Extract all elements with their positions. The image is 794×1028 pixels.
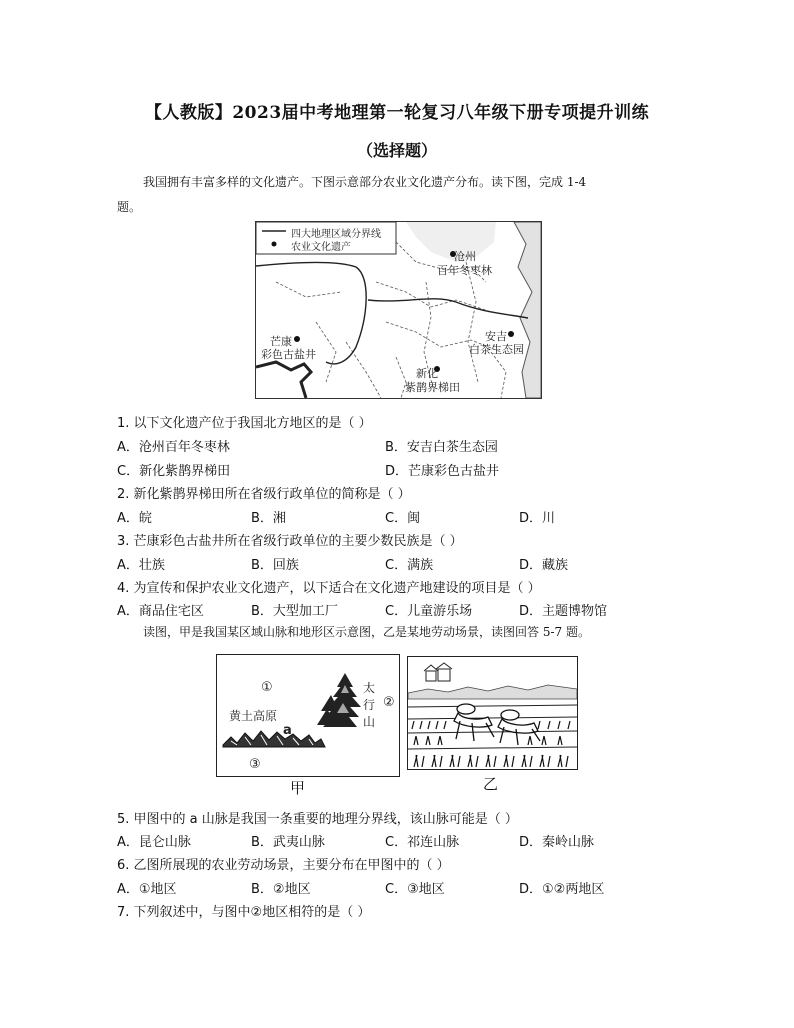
intro-line-2: 题。 <box>117 200 142 214</box>
q3-option-c[interactable]: C．满族 <box>385 558 434 573</box>
q3-option-d[interactable]: D．藏族 <box>519 558 569 573</box>
site-label-mangkang-2: 彩色古盐井 <box>261 348 316 361</box>
q6-option-a[interactable]: A．①地区 <box>117 882 177 897</box>
q4-option-b[interactable]: B．大型加工厂 <box>251 604 338 619</box>
question-5-stem: 5. 甲图中的 a 山脉是我国一条重要的地理分界线，该山脉可能是（ ） <box>117 812 518 827</box>
q4-option-d[interactable]: D．主题博物馆 <box>519 604 608 619</box>
figure-yi-caption: 乙 <box>483 775 499 793</box>
taihang-label-2: 行 <box>363 698 376 712</box>
q4-option-c[interactable]: C．儿童游乐场 <box>385 604 473 619</box>
figure-yi-graphic <box>408 657 577 769</box>
site-dot-mangkang <box>294 336 300 342</box>
q4-option-a[interactable]: A．商品住宅区 <box>117 604 204 619</box>
taihang-label-3: 山 <box>363 715 376 729</box>
intro-paragraph-2: 读图，甲是我国某区域山脉和地形区示意图，乙是某地劳动场景，读图回答 5-7 题。 <box>143 625 590 639</box>
region-2-mark: ② <box>383 695 395 710</box>
q5-option-d[interactable]: D．秦岭山脉 <box>519 835 595 850</box>
question-7-stem: 7. 下列叙述中，与图中②地区相符的是（ ） <box>117 905 371 920</box>
figure-yi <box>407 656 578 770</box>
site-label-anji-2: 白茶生态园 <box>469 343 524 356</box>
q3-option-b[interactable]: B．回族 <box>251 558 299 573</box>
q5-option-a[interactable]: A．昆仑山脉 <box>117 835 191 850</box>
q5-option-c[interactable]: C．祁连山脉 <box>385 835 460 850</box>
q2-option-a[interactable]: A．皖 <box>117 511 152 526</box>
question-4-stem: 4. 为宣传和保护农业文化遗产，以下适合在文化遗产地建设的项目是（ ） <box>117 581 541 596</box>
site-label-xinhua-2: 紫鹊界梯田 <box>405 381 460 394</box>
q1-option-c[interactable]: C．新化紫鹊界梯田 <box>117 464 231 479</box>
q2-option-b[interactable]: B．湘 <box>251 511 286 526</box>
q6-option-c[interactable]: C．③地区 <box>385 882 445 897</box>
q2-option-d[interactable]: D．川 <box>519 511 556 526</box>
q1-option-a[interactable]: A．沧州百年冬枣林 <box>117 440 230 455</box>
site-label-anji-1: 安吉 <box>485 330 507 343</box>
q6-option-d[interactable]: D．①②两地区 <box>519 882 605 897</box>
region-1-mark: ① <box>261 680 273 695</box>
site-label-cangzhou-2: 百年冬枣林 <box>437 264 492 277</box>
question-2-stem: 2. 新化紫鹊界梯田所在省级行政单位的简称是（ ） <box>117 487 411 502</box>
legend-dot-label: 农业文化遗产 <box>291 242 351 253</box>
site-label-cangzhou-1: 沧州 <box>454 250 476 263</box>
loess-plateau-label: 黄土高原 <box>229 709 278 723</box>
region-3-mark: ③ <box>249 757 261 772</box>
intro-line-1: 我国拥有丰富多样的文化遗产。下图示意部分农业文化遗产分布。读下图，完成 1-4 <box>143 175 587 189</box>
legend-line-label: 四大地理区域分界线 <box>291 229 381 240</box>
page-title: 【人教版】2023届中考地理第一轮复习八年级下册专项提升训练 <box>144 103 650 123</box>
site-label-xinhua-1: 新化 <box>416 367 438 380</box>
question-3-stem: 3. 芒康彩色古盐井所在省级行政单位的主要少数民族是（ ） <box>117 534 463 549</box>
question-6-stem: 6. 乙图所展现的农业劳动场景，主要分布在甲图中的（ ） <box>117 858 450 873</box>
q1-option-d[interactable]: D．芒康彩色古盐井 <box>385 464 500 479</box>
site-dot-anji <box>508 331 514 337</box>
heritage-map <box>255 221 542 399</box>
q1-option-b[interactable]: B．安吉白茶生态园 <box>385 440 498 455</box>
figure-jia <box>216 654 400 777</box>
q2-option-c[interactable]: C．闽 <box>385 511 421 526</box>
question-1-stem: 1. 以下文化遗产位于我国北方地区的是（ ） <box>117 416 372 431</box>
site-label-mangkang-1: 芒康 <box>270 335 292 348</box>
mountain-a-label: a <box>283 723 292 738</box>
intro-paragraph-1 <box>117 170 677 220</box>
q5-option-b[interactable]: B．武夷山脉 <box>251 835 325 850</box>
taihang-label-1: 太 <box>363 681 376 695</box>
q6-option-b[interactable]: B．②地区 <box>251 882 311 897</box>
figure-jia-caption: 甲 <box>290 779 306 797</box>
q3-option-a[interactable]: A．壮族 <box>117 558 165 573</box>
page-subtitle: （选择题） <box>356 141 437 160</box>
